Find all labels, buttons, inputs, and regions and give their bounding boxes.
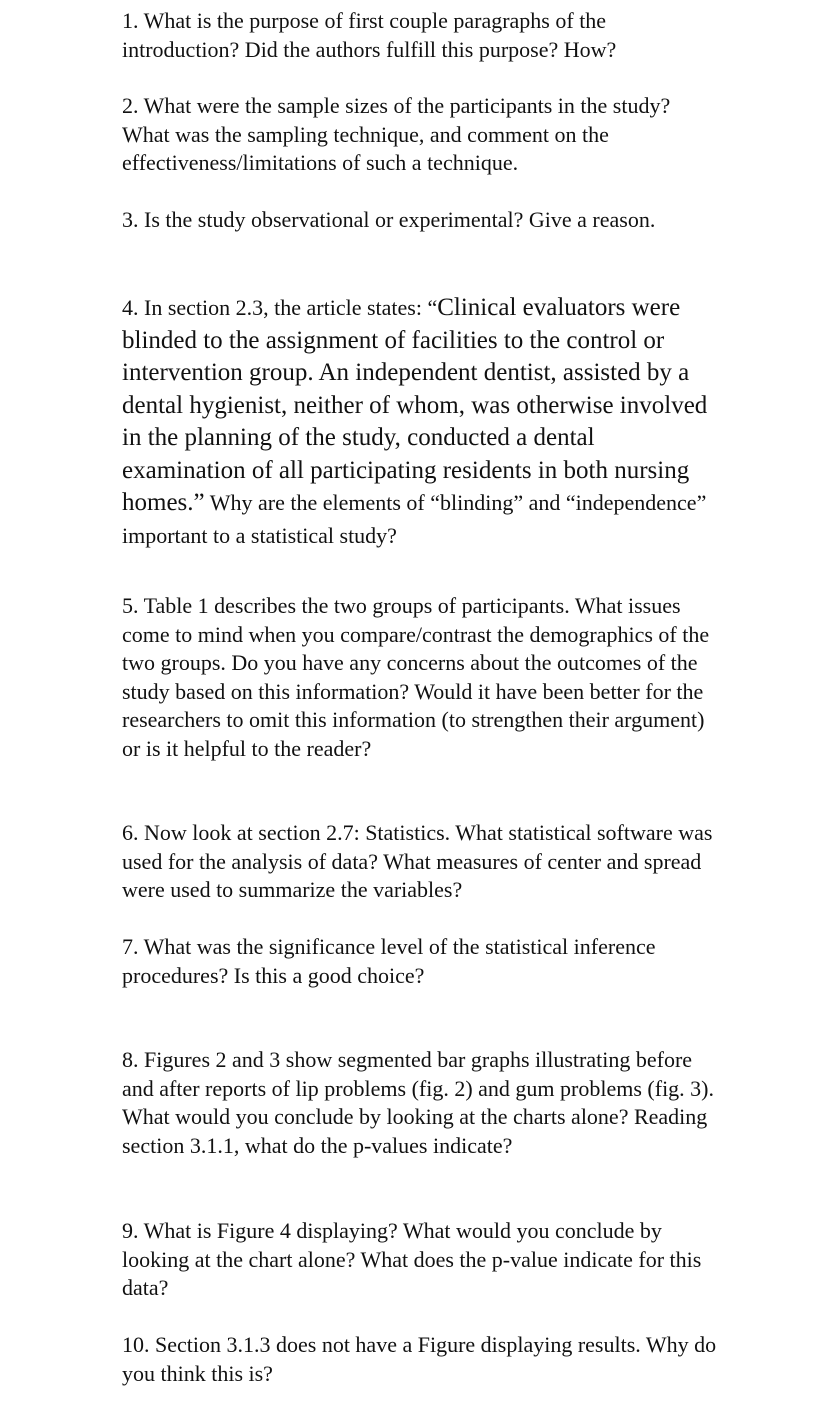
question-4-quote: Clinical evaluators were blinded to the assignment of facilities to the control or intervention group. An independent dentist, assisted by a dental hygienist, neither of whom, was otherwise involved in the planning of the study, conducted a dental examination of all participating residents in both nursing homes.” xyxy=(122,294,708,516)
question-2: 2. What were the sample sizes of the participants in the study? What was the sampling technique, and comment on the effectiveness/limitations of such a technique. xyxy=(122,93,671,175)
question-9: 9. What is Figure 4 displaying? What would you conclude by looking at the chart alone? What does the p-value indicate for this data? xyxy=(122,1218,702,1300)
question-7: 7. What was the significance level of the statistical inference procedures? Is this a good choice? xyxy=(122,934,656,988)
question-4 xyxy=(122,292,722,552)
question-10: 10. Section 3.1.3 does not have a Figure displaying results. Why do you think this is? xyxy=(122,1332,717,1386)
question-5: 5. Table 1 describes the two groups of participants. What issues come to mind when you compare/contrast the demographics of the two groups. Do you have any concerns about the outcomes of the study based on this information? Would it have been better for the researchers to omit this information (to strengthen their argument) or is it helpful to the reader? xyxy=(122,593,710,761)
question-4-lead: 4. In section 2.3, the article states: “ xyxy=(122,295,438,320)
question-1: 1. What is the purpose of first couple paragraphs of the introduction? Did the authors fulfill this purpose? How? xyxy=(122,8,617,62)
question-4-tail: Why are the elements of “blinding” and “independence” important to a statistical study? xyxy=(122,490,707,548)
question-8: 8. Figures 2 and 3 show segmented bar graphs illustrating before and after reports of lip problems (fig. 2) and gum problems (fig. 3). What would you conclude by looking at the charts alone? Reading section 3.1.1, what do the p-values indicate? xyxy=(122,1047,715,1158)
question-6: 6. Now look at section 2.7: Statistics. What statistical software was used for the analysis of data? What measures of center and spread were used to summarize the variables? xyxy=(122,820,713,902)
question-3: 3. Is the study observational or experimental? Give a reason. xyxy=(122,207,656,232)
